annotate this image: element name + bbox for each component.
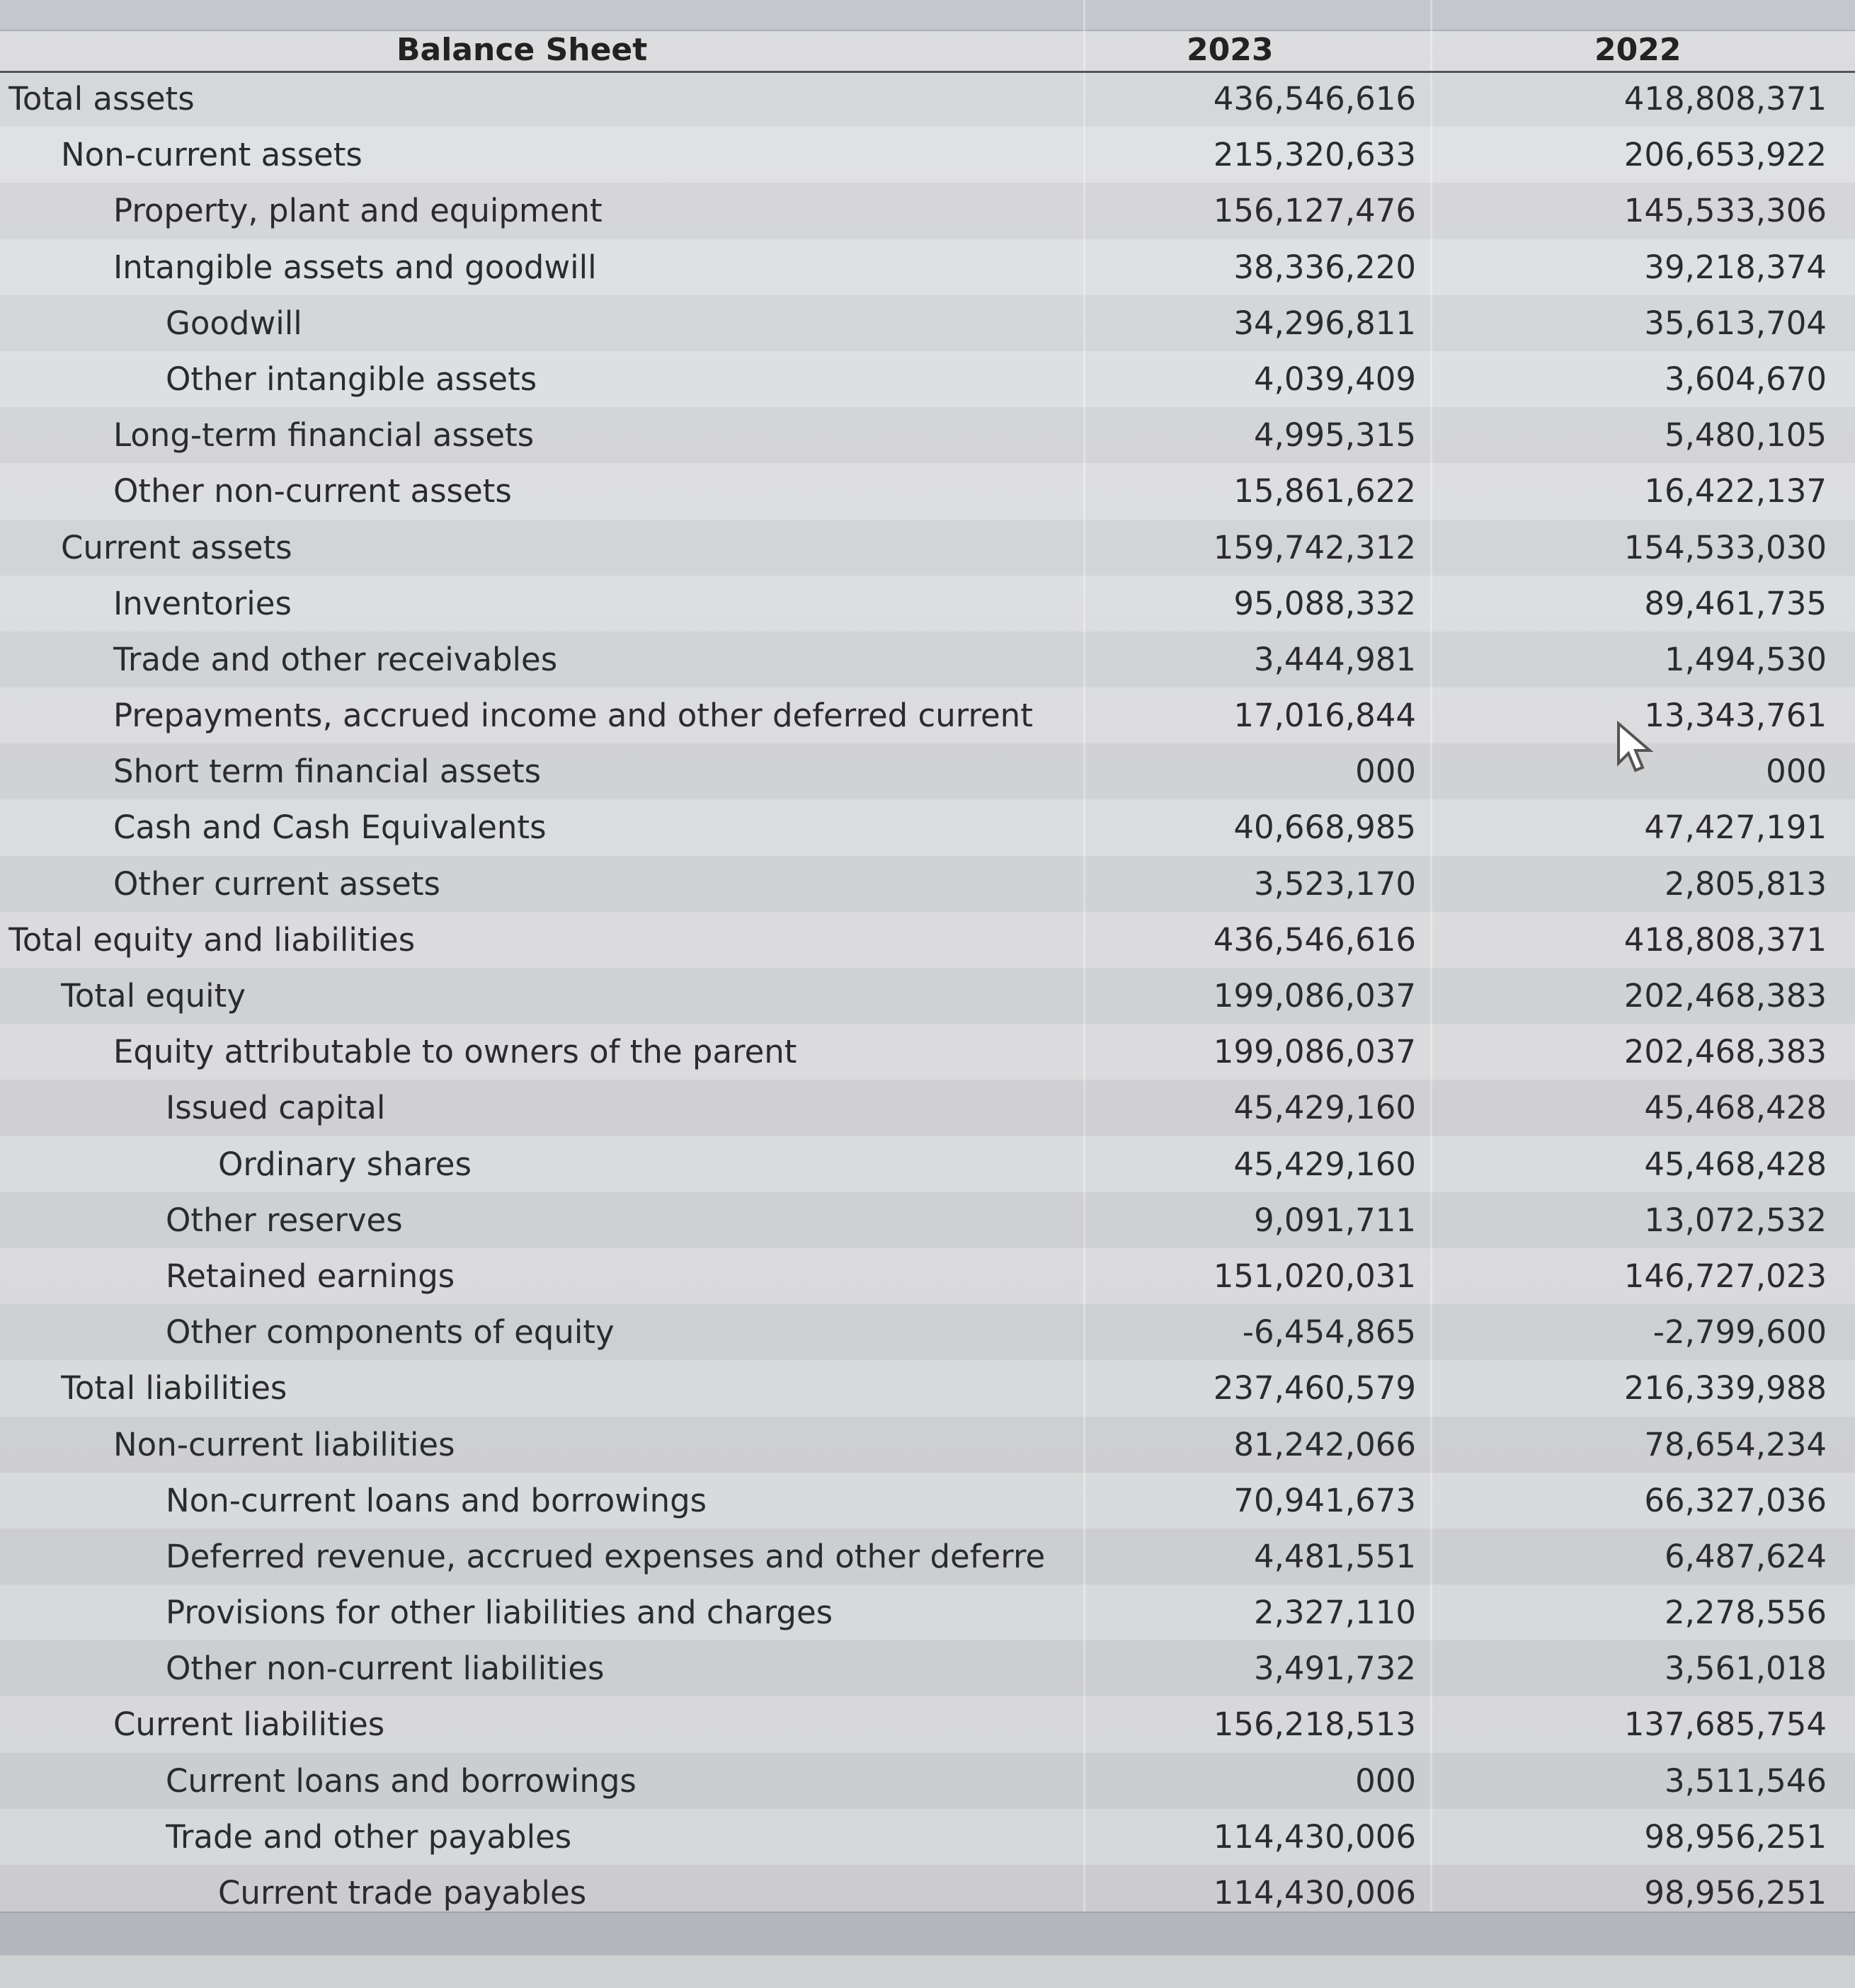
row-label: Other components of equity xyxy=(166,1313,615,1352)
value-2023[interactable]: 151,020,031 xyxy=(1213,1257,1416,1295)
value-2023[interactable]: 17,016,844 xyxy=(1233,697,1416,735)
value-2022[interactable]: 2,278,556 xyxy=(1664,1594,1827,1632)
table-row[interactable] xyxy=(0,1192,1855,1248)
value-2023[interactable]: 45,429,160 xyxy=(1233,1145,1416,1183)
value-2023[interactable]: 114,430,006 xyxy=(1213,1874,1416,1912)
value-2023[interactable]: 34,296,811 xyxy=(1233,304,1416,342)
value-2022[interactable]: 39,218,374 xyxy=(1644,248,1827,286)
table-row[interactable] xyxy=(0,1640,1855,1696)
row-label: Trade and other payables xyxy=(166,1817,572,1856)
table-row[interactable] xyxy=(0,1248,1855,1304)
mouse-cursor-icon xyxy=(1616,721,1658,777)
column-header-2022: 2022 xyxy=(1594,32,1682,68)
value-2023[interactable]: 3,523,170 xyxy=(1253,864,1416,903)
value-2022[interactable]: 137,685,754 xyxy=(1623,1706,1827,1744)
value-2022[interactable]: 418,808,371 xyxy=(1623,80,1827,118)
value-2023[interactable]: 199,086,037 xyxy=(1213,977,1416,1015)
value-2022[interactable]: 202,468,383 xyxy=(1623,977,1827,1015)
table-row[interactable] xyxy=(0,632,1855,687)
table-row[interactable] xyxy=(0,351,1855,407)
value-2023[interactable]: 4,039,409 xyxy=(1253,360,1416,398)
row-label: Deferred revenue, accrued expenses and other deferre xyxy=(166,1537,1046,1575)
value-2023[interactable]: 4,995,315 xyxy=(1253,416,1416,455)
value-2022[interactable]: 2,805,813 xyxy=(1664,864,1827,903)
table-row[interactable] xyxy=(0,1136,1855,1192)
table-row[interactable] xyxy=(0,1529,1855,1584)
row-label: Short term financial assets xyxy=(113,753,542,791)
value-2022[interactable]: 98,956,251 xyxy=(1644,1874,1827,1912)
table-row[interactable] xyxy=(0,799,1855,855)
value-2023[interactable]: 95,088,332 xyxy=(1233,584,1416,622)
value-2022[interactable]: 45,468,428 xyxy=(1644,1089,1827,1127)
value-2022[interactable]: 154,533,030 xyxy=(1623,528,1827,566)
row-label: Other non-current assets xyxy=(113,472,512,510)
value-2022[interactable]: 16,422,137 xyxy=(1644,472,1827,510)
value-2023[interactable]: 45,429,160 xyxy=(1233,1089,1416,1127)
value-2022[interactable]: 5,480,105 xyxy=(1664,416,1827,455)
value-2023[interactable]: 000 xyxy=(1355,753,1416,791)
value-2022[interactable]: 202,468,383 xyxy=(1623,1033,1827,1071)
row-label: Inventories xyxy=(113,584,292,622)
value-2023[interactable]: 436,546,616 xyxy=(1213,920,1416,959)
table-row[interactable] xyxy=(0,743,1855,799)
value-2023[interactable]: 15,861,622 xyxy=(1233,472,1416,510)
table-row[interactable] xyxy=(0,1753,1855,1809)
value-2023[interactable]: 3,491,732 xyxy=(1253,1650,1416,1688)
row-label: Issued capital xyxy=(166,1089,386,1127)
sheet-title: Balance Sheet xyxy=(396,32,648,68)
row-label: Goodwill xyxy=(166,304,302,342)
value-2023[interactable]: 70,941,673 xyxy=(1233,1481,1416,1519)
value-2022[interactable]: 1,494,530 xyxy=(1664,640,1827,678)
table-row[interactable] xyxy=(0,463,1855,519)
value-2023[interactable]: 3,444,981 xyxy=(1253,640,1416,678)
table-row[interactable] xyxy=(0,856,1855,912)
value-2023[interactable]: 114,430,006 xyxy=(1213,1817,1416,1856)
table-row[interactable] xyxy=(0,183,1855,239)
row-label: Total assets xyxy=(8,80,195,118)
table-row[interactable] xyxy=(0,1417,1855,1473)
value-2022[interactable]: 98,956,251 xyxy=(1644,1817,1827,1856)
column-header-2023: 2023 xyxy=(1187,32,1274,68)
value-2023[interactable]: 2,327,110 xyxy=(1253,1594,1416,1632)
value-2023[interactable]: 215,320,633 xyxy=(1213,136,1416,174)
value-2022[interactable]: 78,654,234 xyxy=(1644,1425,1827,1463)
row-label: Retained earnings xyxy=(166,1257,455,1295)
table-row[interactable] xyxy=(0,687,1855,743)
value-2023[interactable]: 199,086,037 xyxy=(1213,1033,1416,1071)
value-2022[interactable]: 3,511,546 xyxy=(1664,1761,1827,1800)
value-2022[interactable]: 206,653,922 xyxy=(1623,136,1827,174)
value-2022[interactable]: 45,468,428 xyxy=(1644,1145,1827,1183)
table-row[interactable] xyxy=(0,127,1855,183)
row-label: Total equity xyxy=(61,977,246,1015)
row-label: Current loans and borrowings xyxy=(166,1761,637,1800)
value-2022[interactable]: 146,727,023 xyxy=(1623,1257,1827,1295)
row-label: Other intangible assets xyxy=(166,360,537,398)
row-label: Other non-current liabilities xyxy=(166,1650,605,1688)
row-label: Ordinary shares xyxy=(218,1145,472,1183)
row-label: Trade and other receivables xyxy=(113,640,558,678)
row-label: Current liabilities xyxy=(113,1706,385,1744)
value-2023[interactable]: 4,481,551 xyxy=(1253,1537,1416,1575)
table-row[interactable] xyxy=(0,1080,1855,1136)
value-2023[interactable]: 000 xyxy=(1355,1761,1416,1800)
row-label: Other reserves xyxy=(166,1201,403,1239)
value-2023[interactable]: 237,460,579 xyxy=(1213,1369,1416,1407)
table-header-row xyxy=(0,30,1855,73)
value-2022[interactable]: 3,604,670 xyxy=(1664,360,1827,398)
row-label: Total equity and liabilities xyxy=(8,920,416,959)
value-2022[interactable]: 89,461,735 xyxy=(1644,584,1827,622)
table-row[interactable] xyxy=(0,239,1855,295)
value-2022[interactable]: 13,343,761 xyxy=(1644,697,1827,735)
value-2022[interactable]: 47,427,191 xyxy=(1644,809,1827,847)
row-label: Non-current liabilities xyxy=(113,1425,455,1463)
value-2022[interactable]: 3,561,018 xyxy=(1664,1650,1827,1688)
row-label: Non-current assets xyxy=(61,136,363,174)
value-2023[interactable]: 9,091,711 xyxy=(1253,1201,1416,1239)
row-label: Prepayments, accrued income and other deferred current xyxy=(113,697,1033,735)
row-label: Total liabilities xyxy=(61,1369,287,1407)
row-label: Property, plant and equipment xyxy=(113,192,603,230)
row-label: Other current assets xyxy=(113,864,440,903)
table-row[interactable] xyxy=(0,1024,1855,1080)
value-2022[interactable]: 13,072,532 xyxy=(1644,1201,1827,1239)
value-2023[interactable]: 156,127,476 xyxy=(1213,192,1416,230)
table-row[interactable] xyxy=(0,1696,1855,1752)
table-row[interactable] xyxy=(0,1360,1855,1416)
row-label: Current assets xyxy=(61,528,292,566)
table-row[interactable] xyxy=(0,576,1855,632)
row-label: Cash and Cash Equivalents xyxy=(113,809,547,847)
row-label: Provisions for other liabilities and charges xyxy=(166,1594,833,1632)
value-2023[interactable]: 38,336,220 xyxy=(1233,248,1416,286)
value-2022[interactable]: 216,339,988 xyxy=(1623,1369,1827,1407)
row-label: Intangible assets and goodwill xyxy=(113,248,597,286)
table-row[interactable] xyxy=(0,1304,1855,1360)
value-2023[interactable]: 159,742,312 xyxy=(1213,528,1416,566)
horizontal-scrollbar[interactable] xyxy=(0,1912,1855,1955)
row-label: Non-current loans and borrowings xyxy=(166,1481,707,1519)
row-label: Long-term financial assets xyxy=(113,416,535,455)
table-row[interactable] xyxy=(0,295,1855,351)
table-row[interactable] xyxy=(0,71,1855,127)
table-row[interactable] xyxy=(0,1809,1855,1865)
column-header-strip xyxy=(0,0,1855,31)
table-row[interactable] xyxy=(0,1473,1855,1529)
balance-sheet-rows xyxy=(0,71,1855,1921)
value-2023[interactable]: 40,668,985 xyxy=(1233,809,1416,847)
value-2023[interactable]: 156,218,513 xyxy=(1213,1706,1416,1744)
value-2023[interactable]: 81,242,066 xyxy=(1233,1425,1416,1463)
value-2022[interactable]: 66,327,036 xyxy=(1644,1481,1827,1519)
value-2022[interactable]: 000 xyxy=(1766,753,1827,791)
value-2023[interactable]: 436,546,616 xyxy=(1213,80,1416,118)
value-2022[interactable]: 145,533,306 xyxy=(1623,192,1827,230)
row-label: Current trade payables xyxy=(218,1874,587,1912)
value-2022[interactable]: 418,808,371 xyxy=(1623,920,1827,959)
table-row[interactable] xyxy=(0,520,1855,576)
table-row[interactable] xyxy=(0,407,1855,463)
row-label: Equity attributable to owners of the parent xyxy=(113,1033,797,1071)
table-row[interactable] xyxy=(0,1584,1855,1640)
table-row[interactable] xyxy=(0,968,1855,1024)
value-2022[interactable]: -2,799,600 xyxy=(1653,1313,1827,1352)
table-row[interactable] xyxy=(0,912,1855,968)
value-2023[interactable]: -6,454,865 xyxy=(1242,1313,1416,1352)
value-2022[interactable]: 6,487,624 xyxy=(1664,1537,1827,1575)
value-2022[interactable]: 35,613,704 xyxy=(1644,304,1827,342)
